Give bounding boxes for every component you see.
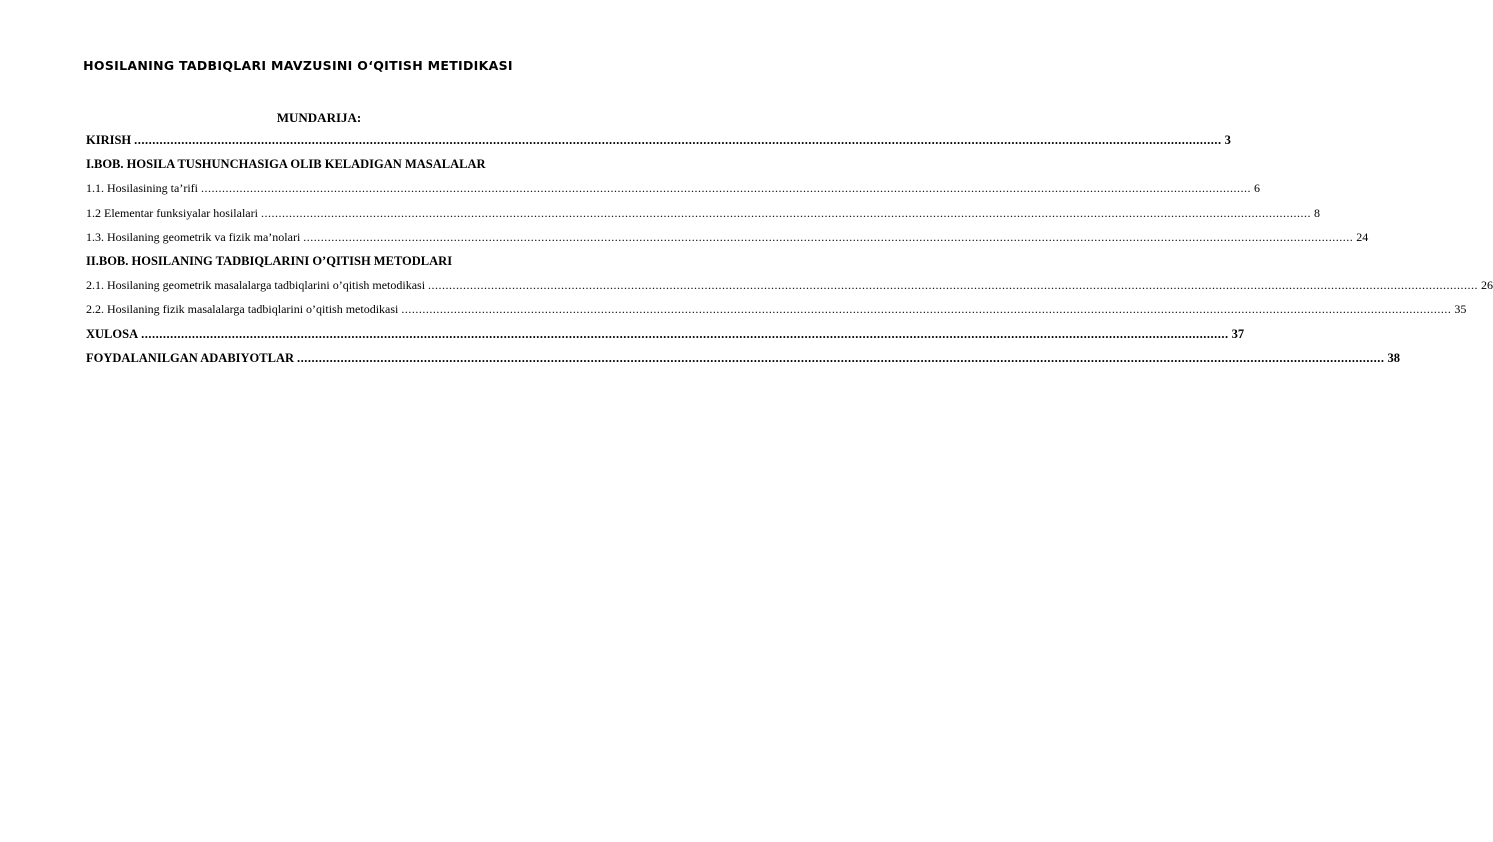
toc-entry: [86, 300, 1467, 324]
toc-entry: [86, 228, 1369, 252]
toc-entry: [86, 131, 1231, 155]
toc-leader-dots: ............................................................................................................................................................................................................................................................................................................: [297, 350, 1385, 365]
toc-entry-label: II.BOB. HOSILANING TADBIQLARINI O’QITISH METODLARI: [86, 253, 453, 268]
toc-entry-page: 8: [1313, 205, 1320, 220]
toc-entry-page: 35: [1454, 302, 1467, 317]
table-of-contents: [86, 131, 1493, 373]
toc-leader-dots: ............................................................................................................................................................................................................................................................................................................: [303, 229, 1354, 244]
toc-entry-label: 1.2 Elementar funksiyalar hosilalari: [86, 205, 258, 220]
toc-entry-label: FOYDALANILGAN ADABIYOTLAR: [86, 350, 295, 365]
toc-entry-page: 6: [1253, 181, 1260, 196]
toc-leader-dots: ............................................................................................................................................................................................................................................................................................................: [401, 302, 1452, 317]
toc-entry-label: 2.2. Hosilaning fizik masalalarga tadbiqlarini o’qitish metodikasi: [86, 302, 399, 317]
contents-heading: MUNDARIJA:: [276, 110, 362, 125]
toc-entry-page: 38: [1387, 350, 1401, 365]
toc-leader-dots: ............................................................................................................................................................................................................................................................................................................: [428, 278, 1479, 293]
toc-leader-dots: ............................................................................................................................................................................................................................................................................................................: [141, 326, 1229, 341]
toc-entry-page: 24: [1356, 229, 1369, 244]
toc-entry: [86, 276, 1493, 300]
toc-entry: [86, 155, 553, 179]
toc-entry-label: XULOSA: [86, 326, 139, 341]
toc-entry-label: 2.1. Hosilaning geometrik masalalarga tadbiqlarini o’qitish metodikasi: [86, 278, 426, 293]
document-title: HOSILANING TADBIQLARI MAVZUSINI O‘QITISH METIDIKASI: [83, 58, 513, 73]
toc-leader-dots: ............................................................................................................................................................................................................................................................................................................: [134, 133, 1222, 147]
toc-entry-page: 26: [1481, 278, 1493, 293]
toc-entry-label: 1.1. Hosilasining ta’rifi: [86, 181, 198, 196]
toc-entry: [86, 349, 1401, 373]
toc-entry-label: KIRISH: [86, 133, 132, 147]
toc-entry-label: I.BOB. HOSILA TUSHUNCHASIGA OLIB KELADIGAN MASALALAR: [86, 157, 486, 172]
toc-entry: [86, 252, 553, 276]
toc-entry: [86, 325, 1245, 349]
toc-entry-page: 3: [1224, 133, 1231, 147]
toc-entry: [86, 204, 1320, 228]
toc-leader-dots: ............................................................................................................................................................................................................................................................................................................: [200, 181, 1251, 196]
toc-entry-page: 37: [1231, 326, 1245, 341]
toc-leader-dots: ............................................................................................................................................................................................................................................................................................................: [260, 205, 1311, 220]
toc-entry-label: 1.3. Hosilaning geometrik va fizik ma’nolari: [86, 229, 301, 244]
toc-entry: [86, 179, 1260, 203]
